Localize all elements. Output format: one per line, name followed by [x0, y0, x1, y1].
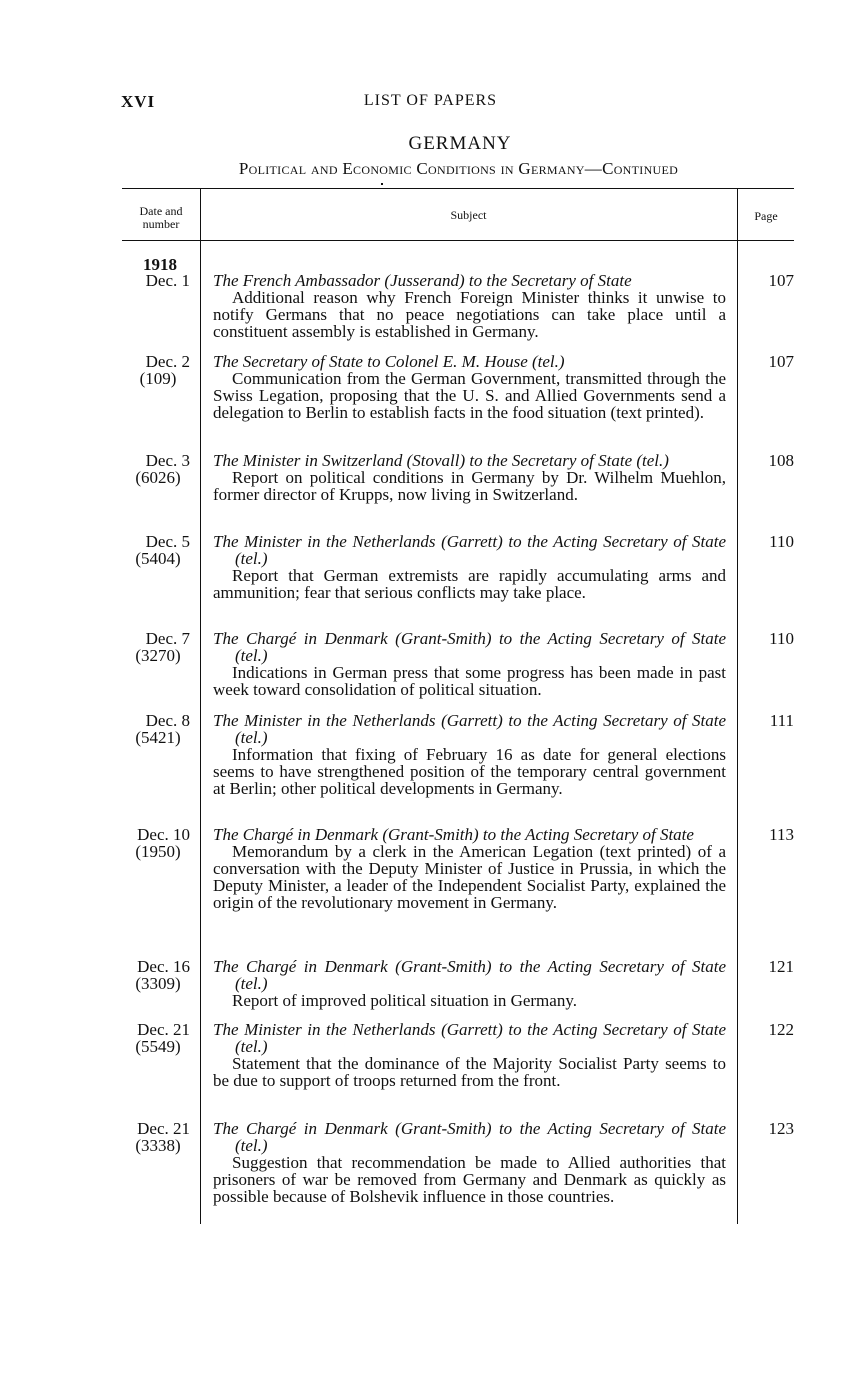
entry-number: (3270) — [135, 646, 181, 665]
entry-summary: Additional reason why French Foreign Minister thinks it unwise to notify Germans that no peace negotiations can take place until a constituent assembly is established in Germany. — [213, 288, 726, 341]
entry-summary: Report that German extremists are rapidly accumulating arms and ammunition; fear that serious conflicts may take place. — [213, 566, 726, 602]
entry-heading: The Chargé in Denmark (Grant-Smith) to the Acting Secretary of State (tel.) — [213, 629, 726, 665]
column-header-date — [122, 205, 200, 231]
entry-subject — [213, 272, 726, 340]
running-head: LIST OF PAPERS — [363, 92, 498, 109]
column-header-date-line1: Date and — [139, 204, 183, 218]
entry-page: 107 — [768, 271, 794, 290]
entry-summary: Report of improved political situation in Germany. — [232, 991, 577, 1010]
entry-summary: Memorandum by a clerk in the American Legation (text printed) of a conversation with the Deputy Minister of Justice in Prussia, in which the Deputy Minister, a leader of the Independent Socialist Party, explained the origin of the revolutionary movement in Germany. — [213, 842, 726, 912]
column-divider-left — [200, 189, 201, 1224]
entry-subject — [213, 1120, 726, 1205]
entry-summary: Statement that the dominance of the Majority Socialist Party seems to be due to support of troops returned from the front. — [213, 1054, 726, 1090]
entry-date: Dec. 2 — [145, 352, 190, 371]
entry-date: Dec. 16 — [137, 957, 190, 976]
entry-date: Dec. 3 — [145, 451, 190, 470]
entry-page: 110 — [769, 629, 794, 648]
dot-mark — [381, 183, 383, 185]
entry-summary: Suggestion that recommendation be made to Allied authorities that prisoners of war be removed from Germany and Denmark as quickly as possible because of Bolshevik influence in those countries. — [213, 1153, 726, 1206]
entry-summary: Communication from the German Government, transmitted through the Swiss Legation, proposing that the U. S. and Allied Governments send a delegation to Berlin to establish facts in the food situation (text printed). — [213, 369, 726, 422]
entry-number: (109) — [139, 369, 177, 388]
entry-page: 123 — [768, 1119, 794, 1138]
entry-heading: The French Ambassador (Jusserand) to the Secretary of State — [213, 271, 632, 290]
entry-heading: The Chargé in Denmark (Grant-Smith) to the Acting Secretary of State (tel.) — [213, 957, 726, 993]
entry-page: 108 — [768, 451, 794, 470]
entry-page: 111 — [769, 711, 794, 730]
entry-subject — [213, 452, 726, 503]
entry-number: (5549) — [135, 1037, 181, 1056]
table-top-rule — [122, 188, 794, 189]
column-divider-right — [737, 189, 738, 1224]
entry-page: 122 — [768, 1020, 794, 1039]
entry-number: (6026) — [135, 468, 181, 487]
section-subtitle: Political and Economic Conditions in Germany—Continued — [238, 159, 679, 178]
entry-heading: The Minister in Switzerland (Stovall) to the Secretary of State (tel.) — [213, 451, 669, 470]
entry-page: 107 — [768, 352, 794, 371]
entry-page: 121 — [768, 957, 794, 976]
entry-summary: Indications in German press that some progress has been made in past week toward consolidation of political situation. — [213, 663, 726, 699]
entry-summary: Report on political conditions in Germany by Dr. Wilhelm Muehlon, former director of Krupps, now living in Switzerland. — [213, 468, 726, 504]
entry-heading: The Minister in the Netherlands (Garrett) to the Acting Secretary of State (tel.) — [213, 711, 726, 747]
entry-subject — [213, 353, 726, 421]
entry-number: (3338) — [135, 1136, 181, 1155]
entry-page: 110 — [769, 532, 794, 551]
entry-date: Dec. 1 — [145, 271, 190, 290]
entry-date: Dec. 7 — [145, 629, 190, 648]
entry-heading: The Minister in the Netherlands (Garrett) to the Acting Secretary of State (tel.) — [213, 1020, 726, 1056]
entry-number: (5421) — [135, 728, 181, 747]
entry-subject — [213, 533, 726, 601]
entry-number: (1950) — [135, 842, 181, 861]
entry-subject — [213, 630, 726, 698]
entry-page: 113 — [769, 825, 794, 844]
entry-summary: Information that fixing of February 16 as date for general elections seems to have strengthened position of the temporary central government at Berlin; other political developments in Germany. — [213, 745, 726, 798]
entry-date: Dec. 5 — [145, 532, 190, 551]
entry-heading: The Chargé in Denmark (Grant-Smith) to the Acting Secretary of State (tel.) — [213, 1119, 726, 1155]
entry-date: Dec. 21 — [137, 1119, 190, 1138]
section-title: GERMANY — [408, 133, 512, 154]
entry-date: Dec. 21 — [137, 1020, 190, 1039]
entry-heading: The Secretary of State to Colonel E. M. House (tel.) — [213, 352, 565, 371]
entry-heading: The Chargé in Denmark (Grant-Smith) to the Acting Secretary of State — [213, 825, 694, 844]
column-header-date-line2: number — [142, 217, 180, 231]
entry-subject — [213, 1021, 726, 1089]
column-header-page: Page — [754, 209, 778, 223]
entry-date: Dec. 8 — [145, 711, 190, 730]
page-number: XVI — [121, 92, 156, 111]
column-header-subject: Subject — [450, 208, 487, 222]
entry-subject — [213, 958, 726, 1009]
entry-number: (5404) — [135, 549, 181, 568]
table-header-rule — [122, 240, 794, 241]
entry-subject — [213, 826, 726, 911]
year-label: 1918 — [143, 255, 177, 274]
entry-date: Dec. 10 — [137, 825, 190, 844]
entry-number: (3309) — [135, 974, 181, 993]
entry-heading: The Minister in the Netherlands (Garrett) to the Acting Secretary of State (tel.) — [213, 532, 726, 568]
entry-subject — [213, 712, 726, 797]
